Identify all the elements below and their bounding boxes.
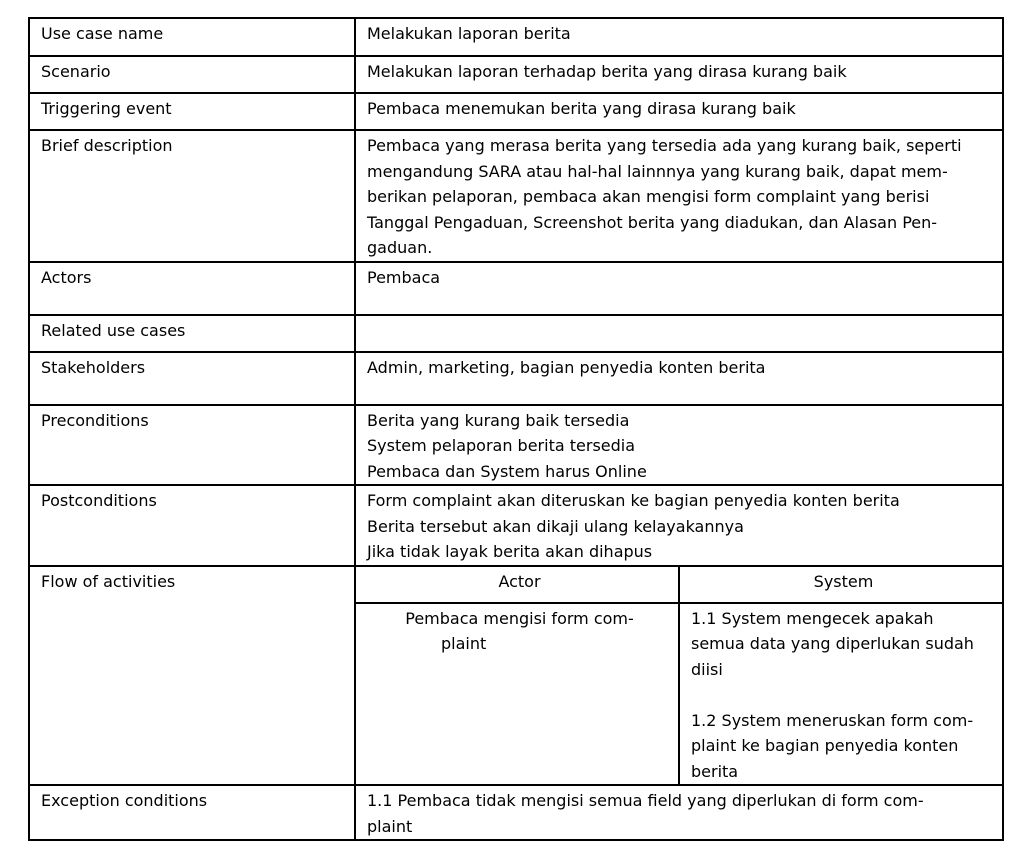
exception-conditions-value bbox=[355, 785, 1003, 840]
text-line: berita bbox=[691, 761, 739, 781]
label-cell: Flow of activities bbox=[29, 566, 355, 786]
system-column-header: System bbox=[679, 566, 1003, 603]
label-cell: Actors bbox=[29, 262, 355, 315]
text-line: Jika tidak layak berita akan dihapus bbox=[367, 542, 653, 561]
label-cell: Scenario bbox=[29, 56, 355, 93]
label-cell: Stakeholders bbox=[29, 352, 355, 405]
text-line: System pelaporan berita tersedia bbox=[367, 436, 636, 455]
text-line: diisi bbox=[691, 659, 723, 679]
text-line: Berita yang kurang baik tersedia bbox=[367, 410, 630, 430]
label-cell: Brief description bbox=[29, 130, 355, 262]
label-cell: Related use cases bbox=[29, 315, 355, 352]
text-line: Pembaca mengisi form com- bbox=[405, 608, 634, 628]
label-cell: Postconditions bbox=[29, 485, 355, 566]
row-actors bbox=[29, 262, 1003, 315]
preconditions-value bbox=[355, 405, 1003, 486]
text-line: Form complaint akan diteruskan ke bagian penyedia konten berita bbox=[367, 491, 900, 510]
row-related-use-cases bbox=[29, 315, 1003, 352]
use-case-table bbox=[28, 17, 1004, 841]
use-case-name-value: Melakukan laporan berita bbox=[355, 18, 1003, 56]
actor-steps-cell bbox=[355, 603, 679, 786]
text-line: berikan pelaporan, pembaca akan mengisi form complaint yang berisi bbox=[367, 187, 930, 206]
row-stakeholders bbox=[29, 352, 1003, 405]
system-steps-cell bbox=[679, 603, 1003, 786]
triggering-event-value: Pembaca menemukan berita yang dirasa kurang baik bbox=[355, 93, 1003, 130]
label-cell: Triggering event bbox=[29, 93, 355, 130]
row-use-case-name bbox=[29, 18, 1003, 56]
text-line: Pembaca yang merasa berita yang tersedia ada yang kurang baik, seperti bbox=[367, 136, 962, 155]
row-scenario bbox=[29, 56, 1003, 93]
label-cell: Preconditions bbox=[29, 405, 355, 486]
text-line: Pembaca dan System harus Online bbox=[367, 461, 647, 481]
spacer bbox=[691, 682, 996, 708]
actors-value: Pembaca bbox=[355, 262, 1003, 315]
row-flow-header bbox=[29, 566, 1003, 603]
scenario-value: Melakukan laporan terhadap berita yang dirasa kurang baik bbox=[355, 56, 1003, 93]
row-triggering-event bbox=[29, 93, 1003, 130]
related-use-cases-value bbox=[355, 315, 1003, 352]
brief-description-value bbox=[355, 130, 1003, 262]
row-postconditions bbox=[29, 485, 1003, 566]
stakeholders-value: Admin, marketing, bagian penyedia konten berita bbox=[355, 352, 1003, 405]
text-line: 1.1 Pembaca tidak mengisi semua field yang diperlukan di form com- bbox=[367, 791, 924, 810]
label-cell: Exception conditions bbox=[29, 785, 355, 840]
text-line: mengandung SARA atau hal-hal lainnnya yang kurang baik, dapat mem- bbox=[367, 161, 948, 181]
text-line: Tanggal Pengaduan, Screenshot berita yang diadukan, dan Alasan Pen- bbox=[367, 212, 938, 232]
row-preconditions bbox=[29, 405, 1003, 486]
text-line: Berita tersebut akan dikaji ulang kelayakannya bbox=[367, 516, 744, 536]
label-cell: Use case name bbox=[29, 18, 355, 56]
text-line: 1.2 System meneruskan form com- bbox=[691, 710, 974, 730]
row-exception-conditions bbox=[29, 785, 1003, 840]
text-line: 1.1 System mengecek apakah bbox=[691, 608, 934, 628]
row-brief-description bbox=[29, 130, 1003, 262]
text-line: gaduan. bbox=[367, 238, 433, 257]
postconditions-value bbox=[355, 485, 1003, 566]
text-line: semua data yang diperlukan sudah bbox=[691, 634, 974, 653]
text-line: plaint ke bagian penyedia konten bbox=[691, 736, 959, 755]
actor-column-header: Actor bbox=[355, 566, 679, 603]
text-line: plaint bbox=[441, 634, 487, 653]
text-line: plaint bbox=[367, 816, 413, 836]
